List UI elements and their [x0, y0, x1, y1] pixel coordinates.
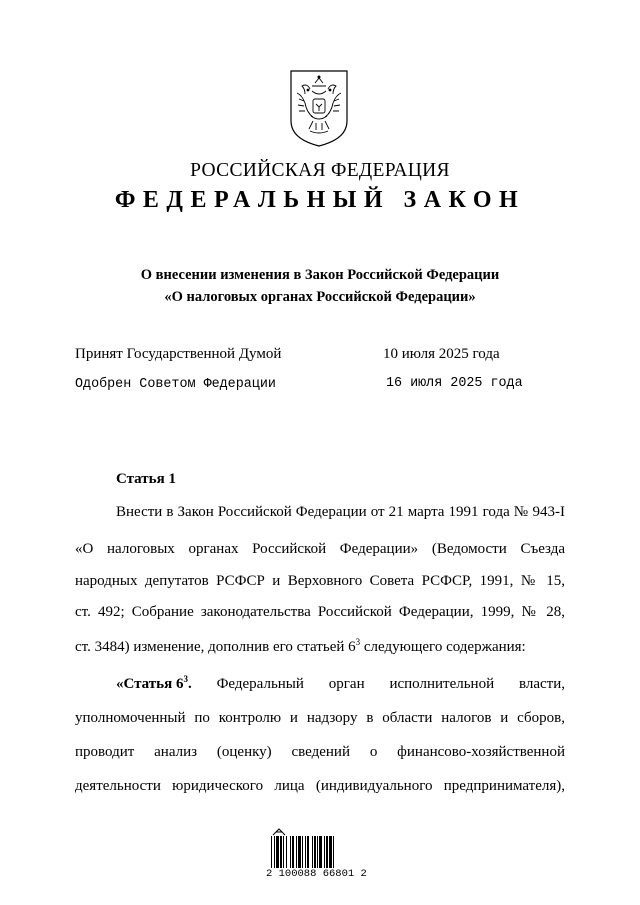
barcode-number: 2 100088 66801 2 [266, 868, 367, 880]
article-text-line: народных депутатов РСФСР и Верховного Совета РСФСР, 1991, № 15, [75, 573, 565, 589]
quoted-article-first-line: «Статья $6^3$. Федеральный орган исполнительной власти, [116, 674, 565, 692]
coat-of-arms-icon [288, 69, 350, 148]
country-heading: РОССИЙСКАЯ ФЕДЕРАЦИЯ [190, 160, 450, 181]
barcode [270, 836, 372, 868]
article-text-line: «О налоговых органах Российской Федерации» (Ведомости Съезда [75, 541, 565, 557]
registration-mark-icon [272, 828, 286, 836]
law-title-line-1: О внесении изменения в Закон Российской Федерации [140, 267, 500, 283]
article-text-line: Внести в Закон Российской Федерации от 21 марта 1991 года № 943-I [116, 504, 565, 520]
duma-adoption-label: Принят Государственной Думой [75, 346, 282, 362]
quoted-article-line: уполномоченный по контролю и надзору в области налогов и сборов, [75, 710, 565, 726]
quoted-article-line: деятельности юридического лица (индивидуального предпринимателя), [75, 778, 565, 794]
article-heading: Статья 1 [116, 471, 176, 487]
duma-adoption-date: 10 июля 2025 года [383, 346, 500, 362]
law-type-heading: ФЕДЕРАЛЬНЫЙ ЗАКОН [114, 187, 526, 213]
article-text-line: ст. 3484) изменение, дополнив его статьей $6^3$ следующего содержания: [75, 637, 526, 655]
law-title-line-2: «О налоговых органах Российской Федерации» [164, 289, 476, 305]
quoted-article-line: проводит анализ (оценку) сведений о финансово-хозяйственной [75, 744, 565, 760]
article-text-line: ст. 492; Собрание законодательства Российской Федерации, 1999, № 28, [75, 604, 565, 620]
council-approval-label: Одобрен Советом Федерации [75, 377, 276, 392]
council-approval-date: 16 июля 2025 года [386, 376, 523, 391]
